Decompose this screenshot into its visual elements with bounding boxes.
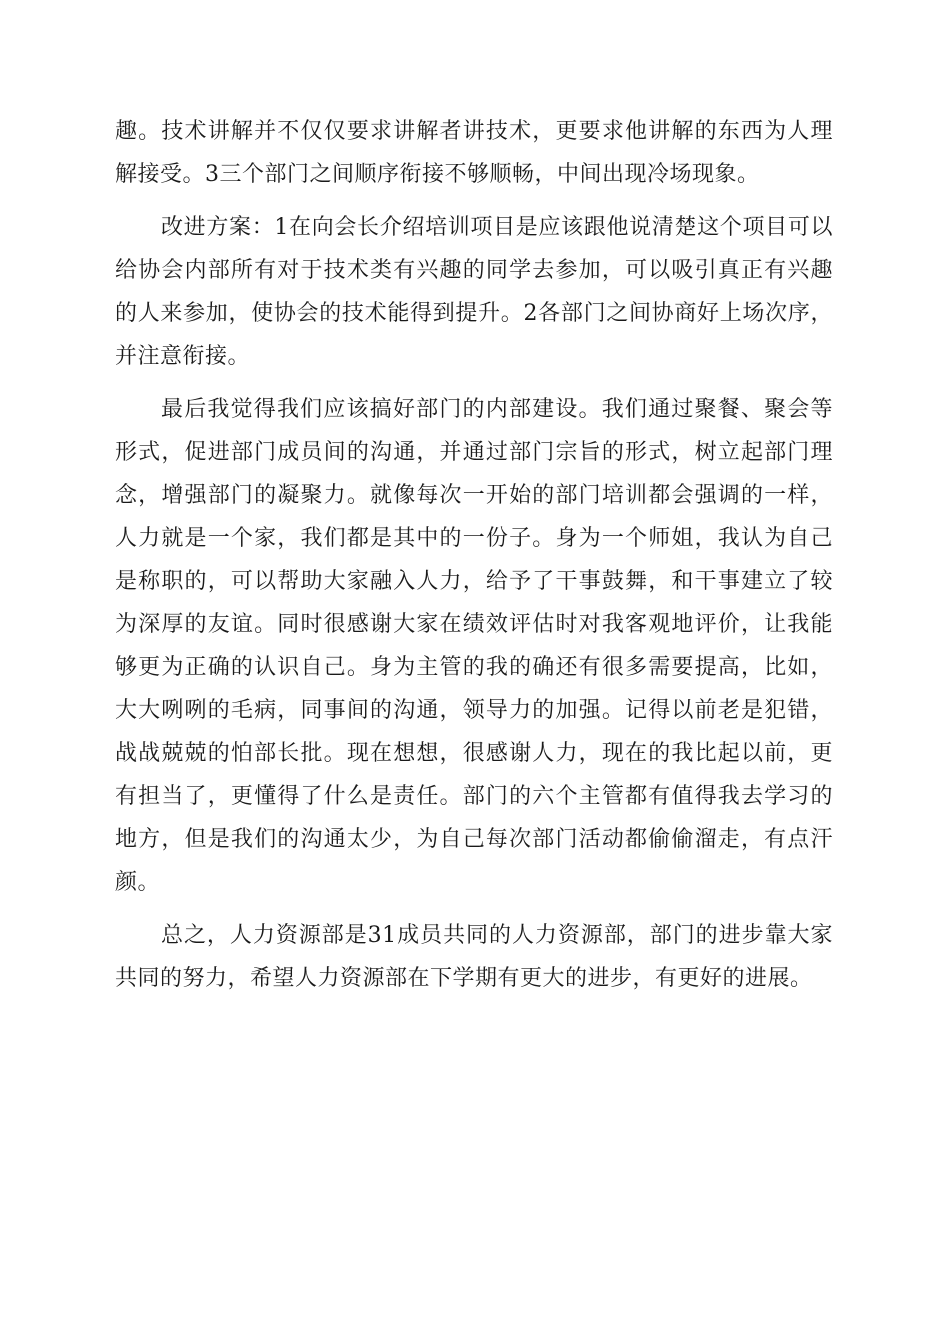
paragraph-improvement-plan: 改进方案：1在向会长介绍培训项目是应该跟他说清楚这个项目可以给协会内部所有对于技术类有兴趣的同学去参加，可以吸引真正有兴趣的人来参加，使协会的技术能得到提升。2各部门之间协商好上场次序，并注意衔接。 — [115, 215, 833, 369]
paragraph-continuation: 趣。技术讲解并不仅仅要求讲解者讲技术，更要求他讲解的东西为人理解接受。3三个部门之间顺序衔接不够顺畅，中间出现冷场现象。 — [115, 119, 833, 187]
paragraph-conclusion: 总之，人力资源部是31成员共同的人力资源部，部门的进步靠大家共同的努力，希望人力资源部在下学期有更大的进步，有更好的进展。 — [115, 923, 833, 991]
paragraph-internal-building: 最后我觉得我们应该搞好部门的内部建设。我们通过聚餐、聚会等形式，促进部门成员间的沟通，并通过部门宗旨的形式，树立起部门理念，增强部门的凝聚力。就像每次一开始的部门培训都会强调的一样，人力就是一个家，我们都是其中的一份子。身为一个师姐，我认为自己是称职的，可以帮助大家融入人力，给予了干事鼓舞，和干事建立了较为深厚的友谊。同时很感谢大家在绩效评估时对我客观地评价，让我能够更为正确的认识自己。身为主管的我的确还有很多需要提高，比如，大大咧咧的毛病，同事间的沟通，领导力的加强。记得以前老是犯错，战战兢兢的怕部长批。现在想想，很感谢人力，现在的我比起以前，更有担当了，更懂得了什么是责任。部门的六个主管都有值得我去学习的地方，但是我们的沟通太少，为自己每次部门活动都偷偷溜走，有点汗颜。 — [115, 397, 833, 895]
document-body — [115, 110, 833, 1010]
